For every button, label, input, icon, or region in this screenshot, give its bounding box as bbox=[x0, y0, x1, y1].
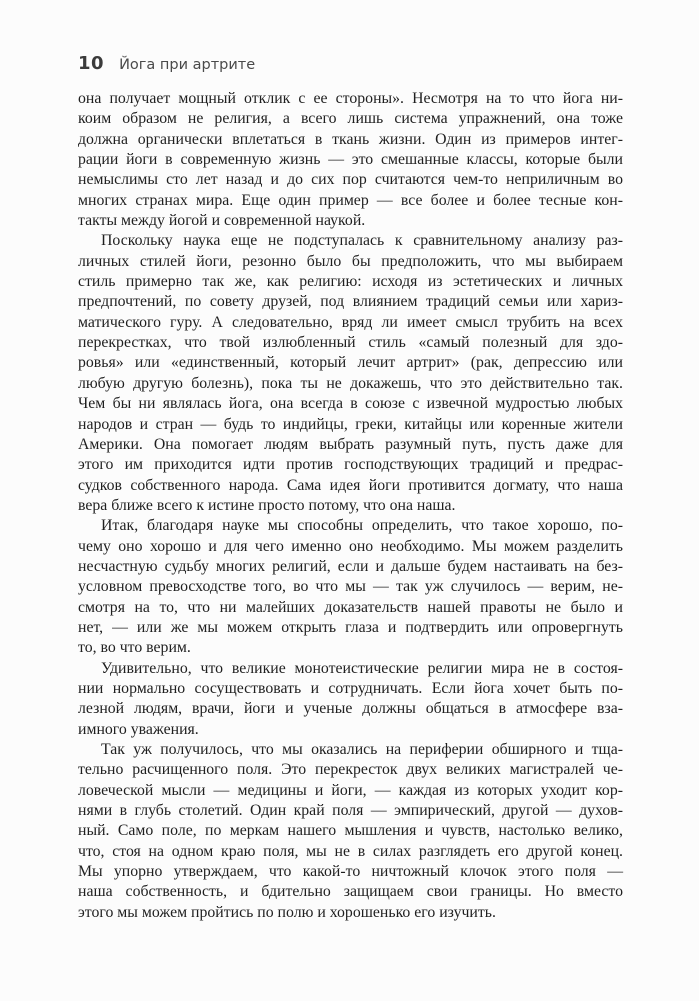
text-line: Итак, благодаря науке мы способны определить, что такое хорошо, по- bbox=[101, 517, 623, 535]
text-line: этого им приходится идти против господствующих традиций и предрас- bbox=[78, 456, 623, 474]
text-line: имного уважения. bbox=[78, 720, 199, 738]
text-line: судков собственного народа. Сама идея йоги противится догмату, что наша bbox=[78, 476, 623, 494]
text-line: перекрестках, что твой излюбленный стиль «самый полезный для здо- bbox=[78, 334, 623, 352]
text-line: ловеческой мысли — медицины и йоги, — каждая из которых уходит кор- bbox=[78, 781, 623, 799]
text-line: Поскольку наука еще не подступалась к сравнительному анализу раз- bbox=[101, 232, 623, 250]
text-line: нии нормально сосуществовать и сотрудничать. Если йога хочет быть по- bbox=[78, 679, 623, 697]
text-line: тельно расчищенного поля. Это перекресток двух великих магистралей че- bbox=[78, 761, 623, 779]
text-line: Мы упорно утверждаем, что какой-то ничтожный клочок этого поля — bbox=[78, 863, 623, 881]
text-line: то, во что верим. bbox=[78, 639, 191, 657]
running-head bbox=[78, 53, 622, 74]
text-line: такты между йогой и современной наукой. bbox=[78, 212, 366, 230]
text-line: смотря на то, что ни малейших доказательств нашей правоты не было и bbox=[78, 598, 623, 616]
text-line: она получает мощный отклик с ее стороны». Несмотря на то что йога ни- bbox=[78, 90, 623, 107]
chapter-title: Йога при артрите bbox=[119, 57, 256, 73]
text-line: Так уж получилось, что мы оказались на периферии обширного и тща- bbox=[101, 741, 623, 758]
text-line: условном превосходстве того, во что мы — так уж случилось — верим, не- bbox=[78, 578, 623, 596]
paragraph bbox=[78, 89, 623, 231]
text-line: нет, — или же мы можем открыть глаза и подтвердить или опровергнуть bbox=[78, 618, 623, 636]
paragraph bbox=[78, 231, 623, 516]
text-line: ровья» или «единственный, который лечит артрит» (рак, депрессию или bbox=[78, 354, 623, 372]
text-line: вера ближе всего к истине просто потому, что она наша. bbox=[78, 496, 456, 514]
text-line: чему оно хорошо и для чего именно оно необходимо. Мы можем разделить bbox=[78, 537, 623, 555]
text-line: должна органически вплетаться в ткань жизни. Один из примеров интег- bbox=[78, 130, 623, 148]
text-line: стиль примерно так же, как религию: исходя из эстетических и личных bbox=[78, 273, 623, 291]
text-line: рации йоги в современную жизнь — это смешанные классы, которые были bbox=[78, 151, 623, 169]
text-line: личных стилей йоги, резонно было бы предположить, что мы выбираем bbox=[78, 252, 623, 270]
paragraph bbox=[78, 516, 623, 658]
text-line: многих странах мира. Еще один пример — все более и более тесные кон- bbox=[78, 191, 623, 209]
text-line: нями в глубь столетий. Один край поля — эмпирический, другой — духов- bbox=[78, 802, 623, 820]
text-line: любую другую болезнь), пока ты не докажешь, что это действительно так. bbox=[78, 374, 623, 392]
text-line: ный. Само поле, по меркам нашего мышления и чувств, настолько велико, bbox=[78, 822, 623, 840]
text-line: Удивительно, что великие монотеистические религии мира не в состоя- bbox=[101, 659, 623, 677]
paragraph bbox=[78, 740, 623, 923]
text-line: немыслимы сто лет назад и до сих пор считаются чем-то неприличным во bbox=[78, 171, 623, 189]
text-line: предпочтений, по совету друзей, под влиянием традиций семьи или хариз- bbox=[78, 293, 623, 311]
text-line: несчастную судьбу многих религий, если и дальше будем настаивать на без- bbox=[78, 557, 623, 575]
text-line: народов и стран — будь то индийцы, греки, китайцы или коренные жители bbox=[78, 415, 623, 433]
paragraph bbox=[78, 659, 623, 740]
text-line: этого мы можем пройтись по полю и хорошенько его изучить. bbox=[78, 903, 496, 921]
text-line: матического гуру. А следовательно, вряд ли имеет смысл трубить на всех bbox=[78, 313, 623, 331]
text-line: лезной людям, врачи, йоги и ученые должны общаться в атмосфере вза- bbox=[78, 700, 623, 718]
text-line: Америки. Она помогает людям выбрать разумный путь, пусть даже для bbox=[78, 435, 623, 453]
page-number: 10 bbox=[78, 53, 105, 74]
text-line: наша собственность, и бдительно защищаем свои границы. Но вместо bbox=[78, 883, 623, 901]
text-line: что, стоя на одном краю поля, мы не в силах разглядеть его другой конец. bbox=[78, 842, 623, 860]
page-body bbox=[78, 89, 623, 923]
text-line: коим образом не религия, а всего лишь система упражнений, она тоже bbox=[78, 110, 623, 128]
text-line: Чем бы ни являлась йога, она всегда в союзе с извечной мудростью любых bbox=[78, 395, 623, 413]
